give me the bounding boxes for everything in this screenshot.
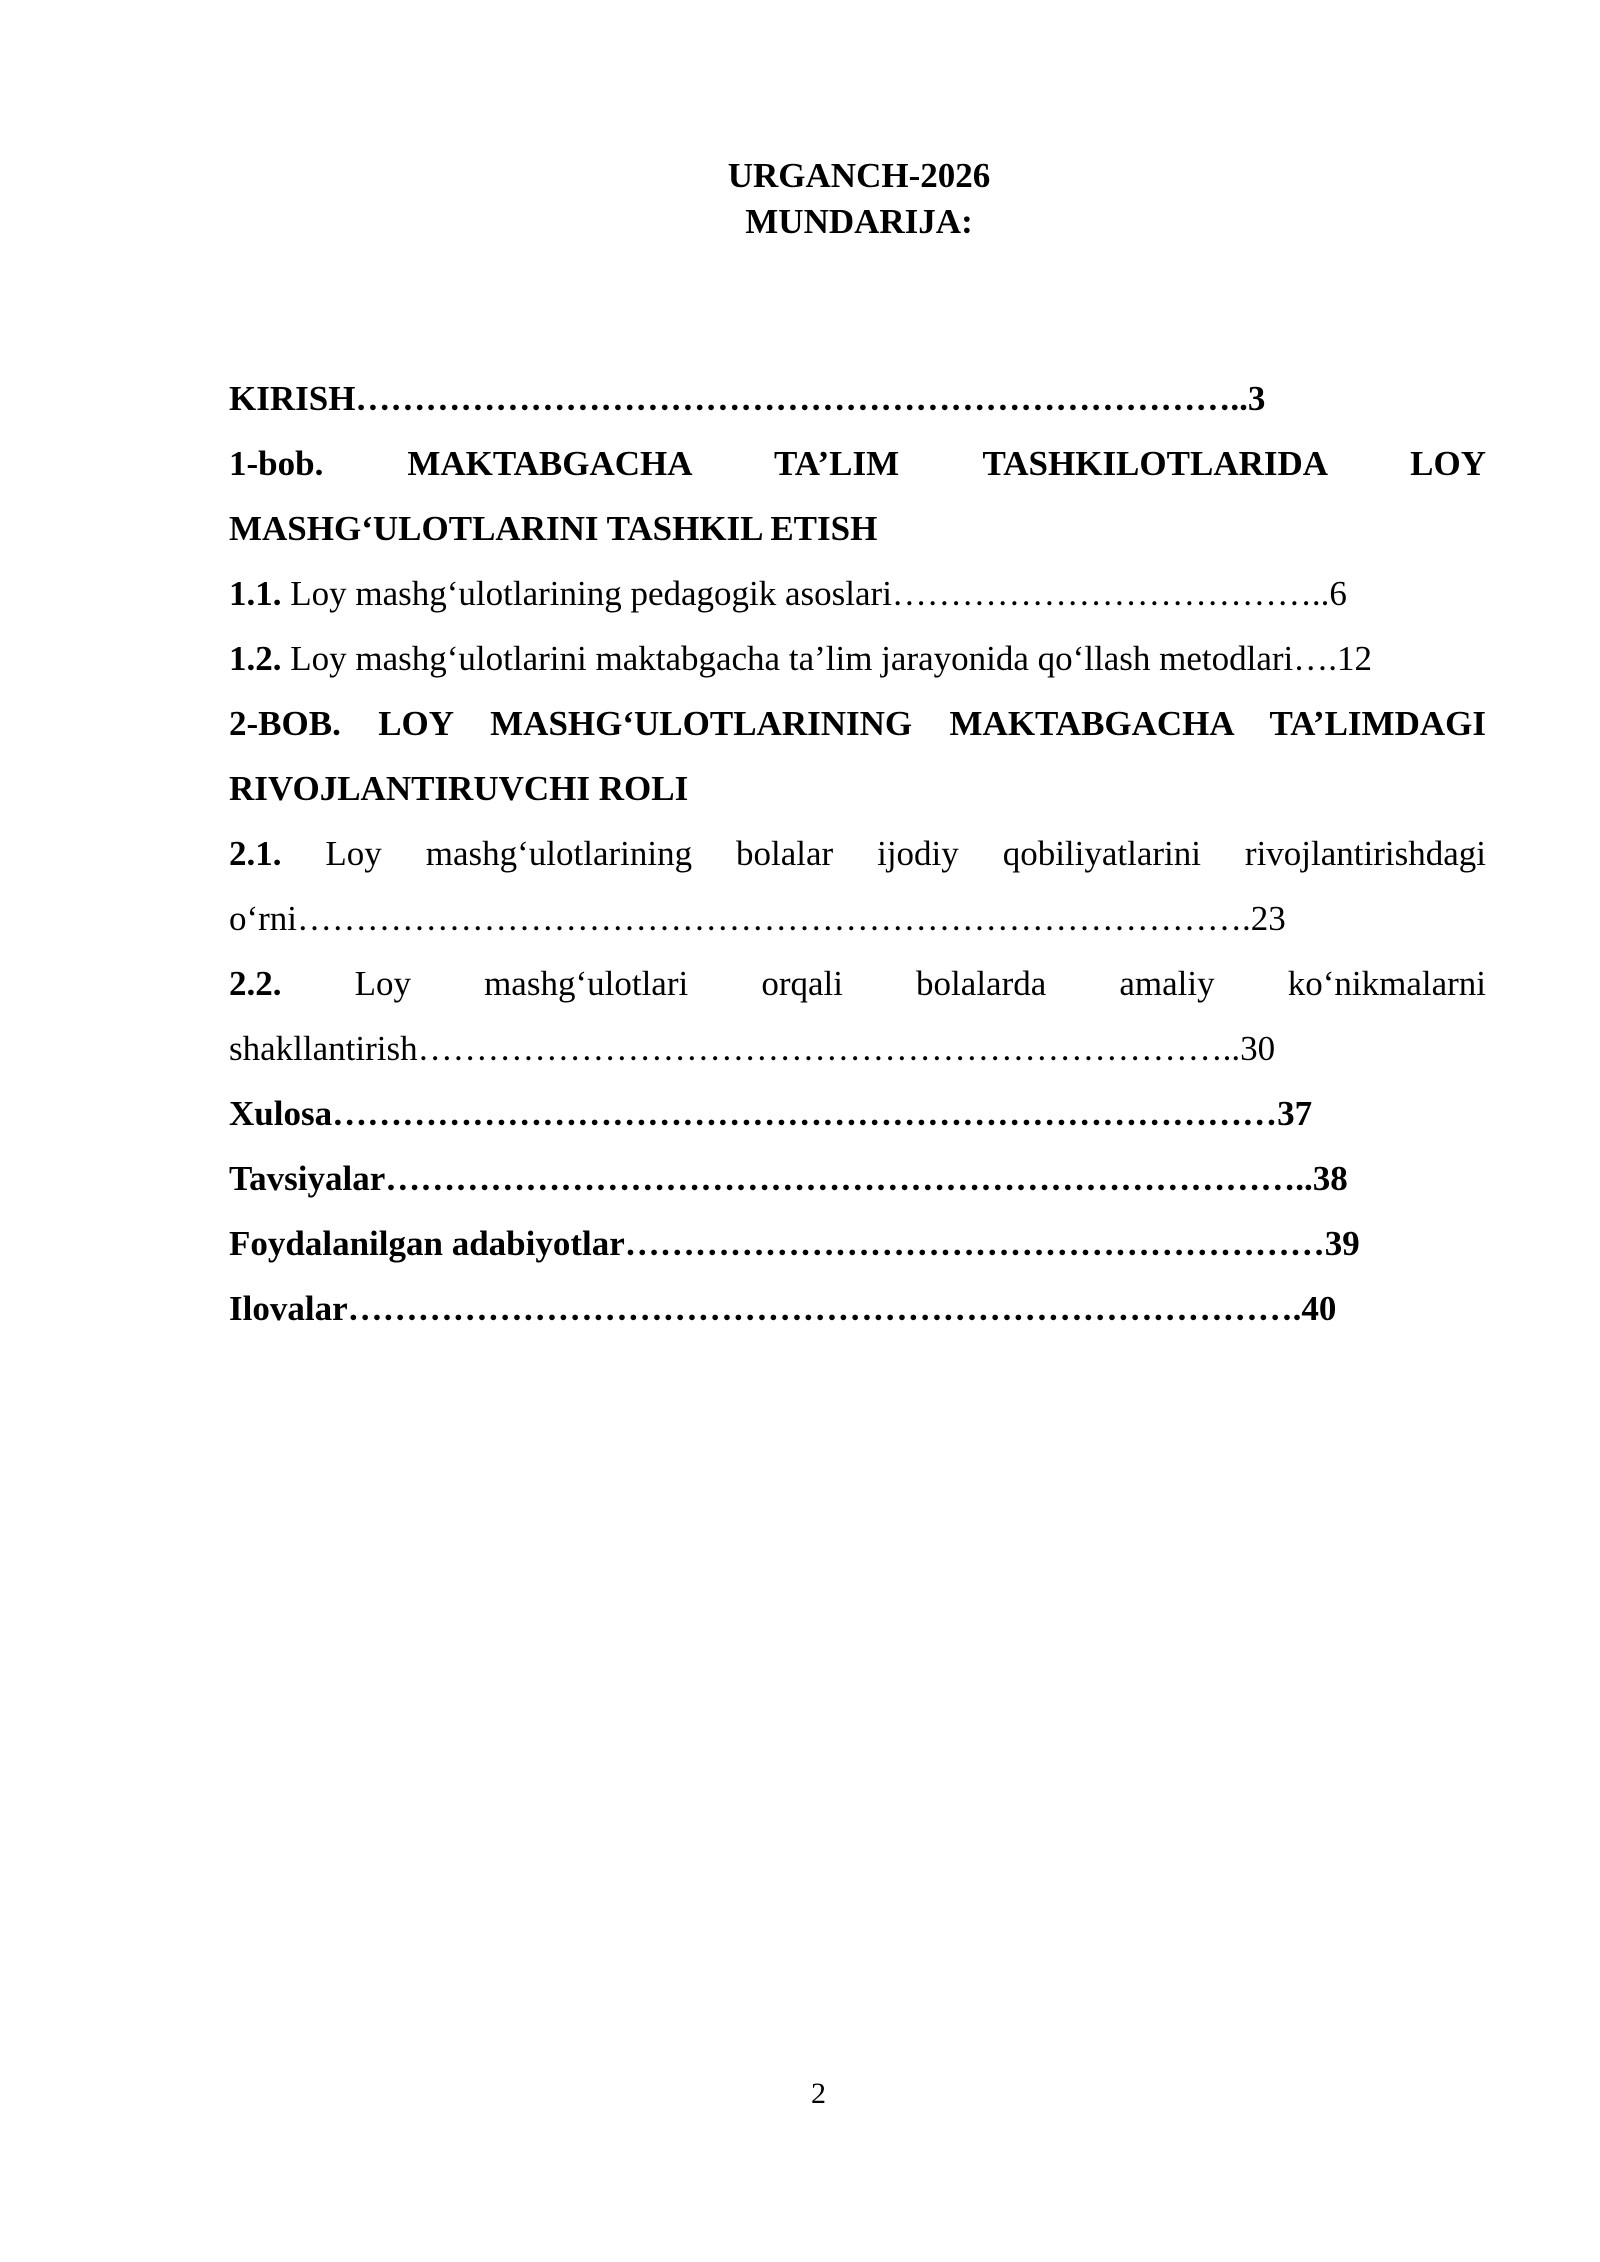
city-year: URGANCH-2026: [727, 156, 991, 195]
toc-entry-1-2: [229, 626, 1486, 691]
section-number: 1.2.: [229, 639, 282, 678]
table-of-contents: [229, 366, 1486, 1341]
toc-entry-kirish: KIRISH…………………………………………………………………..3: [229, 379, 1266, 418]
toc-entry-tavsiyalar: Tavsiyalar……………………………………………………………………..38: [229, 1159, 1348, 1198]
section-number: 2.2.: [229, 964, 282, 1003]
toc-chapter-1-title: 1-bob. MAKTABGACHA TA’LIM TASHKILOTLARIDA LOY: [229, 444, 1486, 483]
toc-entry-xulosa: Xulosa………………………………………………………………………37: [229, 1094, 1313, 1133]
toc-chapter-2-title: 2-BOB. LOY MASHG‘ULOTLARINING MAKTABGACHA TA’LIMDAGI: [229, 704, 1486, 743]
section-number: 2.1.: [229, 834, 282, 873]
section-text: Loy mashg‘ulotlarining bolalar ijodiy qobiliyatlarini rivojlantirishdagi: [281, 834, 1486, 873]
section-text: Loy mashg‘ulotlarining pedagogik asoslari………………………………..6: [281, 574, 1347, 613]
contents-title: MUNDARIJA:: [745, 202, 973, 241]
section-number: 1.1.: [229, 574, 282, 613]
toc-entry-1-1: [229, 561, 1486, 626]
toc-entry-2-2: [229, 951, 1486, 1016]
toc-entry-foydalanilgan-adabiyotlar: Foydalanilgan adabiyotlar……………………………………………………39: [229, 1224, 1360, 1263]
page-header: [0, 153, 1600, 245]
toc-chapter-1-title-cont: MASHG‘ULOTLARINI TASHKIL ETISH: [229, 509, 878, 548]
section-text: Loy mashg‘ulotlari orqali bolalarda amaliy ko‘nikmalarni: [281, 964, 1486, 1003]
toc-entry-ilovalar: Ilovalar……………………………………………………………………….40: [229, 1289, 1337, 1328]
toc-entry-2-2-cont: shakllantirish……………………………………………………………..30: [229, 1029, 1276, 1068]
section-text: Loy mashg‘ulotlarini maktabgacha ta’lim jarayonida qo‘llash metodlari….12: [281, 639, 1373, 678]
toc-entry-2-1: [229, 821, 1486, 886]
page-number: 2: [811, 2077, 826, 2110]
toc-entry-2-1-cont: o‘rni……………………………………………………………………….23: [229, 899, 1286, 938]
toc-chapter-2-title-cont: RIVOJLANTIRUVCHI ROLI: [229, 769, 689, 808]
